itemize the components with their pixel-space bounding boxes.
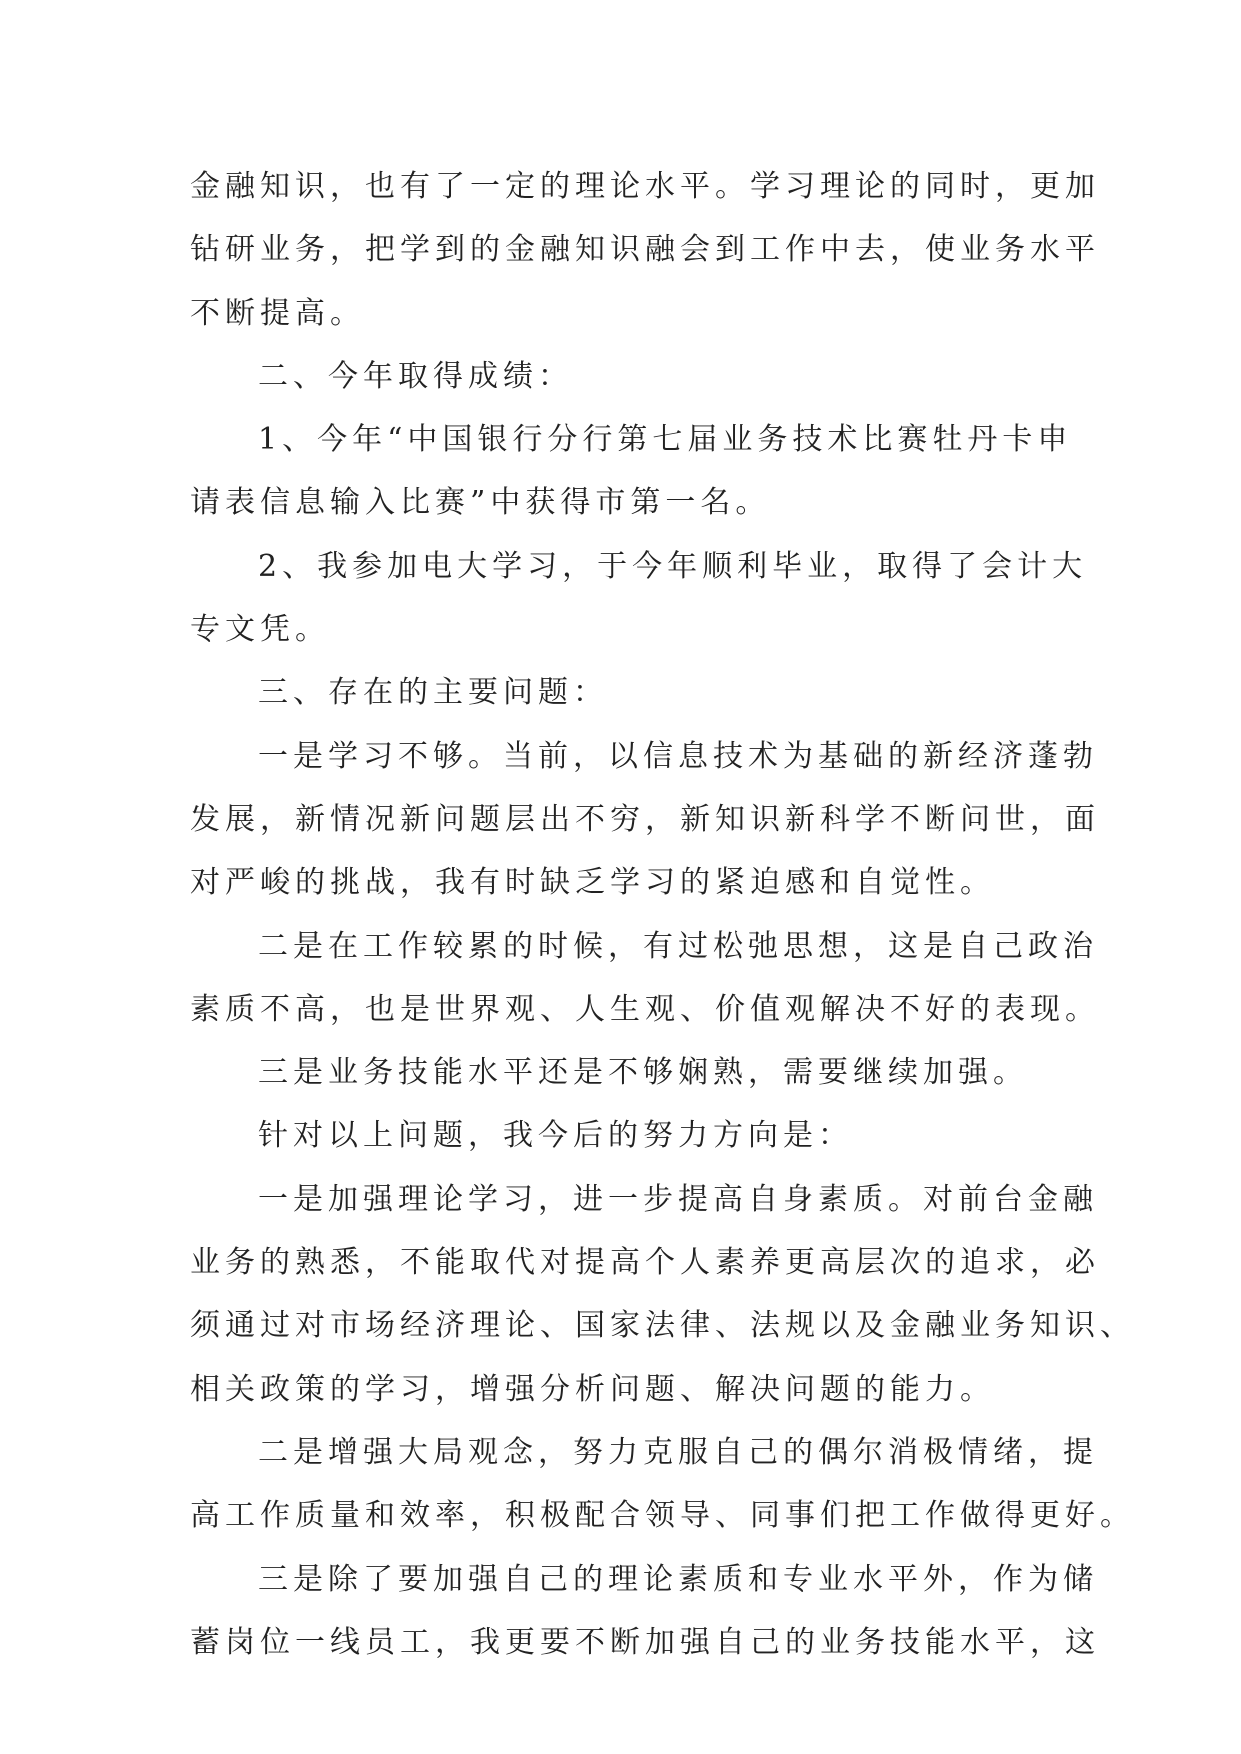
text-line: 素质不高，也是世界观、人生观、价值观解决不好的表现。	[190, 991, 1100, 1027]
text-line: 须通过对市场经济理论、国家法律、法规以及金融业务知识、	[190, 1308, 1135, 1344]
section-heading: 三、存在的主要问题：	[258, 675, 608, 711]
text-line: 针对以上问题，我今后的努力方向是：	[258, 1118, 853, 1154]
text-line: 蓄岗位一线员工，我更要不断加强自己的业务技能水平，这	[190, 1624, 1100, 1660]
document-body	[190, 155, 1135, 1674]
section-heading: 二、今年取得成绩：	[258, 358, 573, 394]
text-line: 二是增强大局观念，努力克服自己的偶尔消极情绪，提	[258, 1434, 1098, 1470]
text-line: 钻研业务，把学到的金融知识融会到工作中去，使业务水平	[190, 232, 1100, 268]
text-line: 请表信息输入比赛”中获得市第一名。	[190, 485, 771, 521]
text-line: 专文凭。	[190, 612, 330, 648]
text-line: 三是除了要加强自己的理论素质和专业水平外，作为储	[258, 1561, 1098, 1597]
text-line: 三是业务技能水平还是不够娴熟，需要继续加强。	[258, 1055, 1028, 1091]
text-line: 二是在工作较累的时候，有过松弛思想，这是自己政治	[258, 928, 1098, 964]
text-line: 业务的熟悉，不能取代对提高个人素养更高层次的追求，必	[190, 1245, 1100, 1281]
text-line: 一是学习不够。当前，以信息技术为基础的新经济蓬勃	[258, 738, 1098, 774]
text-line: 金融知识，也有了一定的理论水平。学习理论的同时，更加	[190, 169, 1100, 204]
text-line: 不断提高。	[190, 295, 365, 331]
text-line: 对严峻的挑战，我有时缺乏学习的紧迫感和自觉性。	[190, 865, 995, 901]
text-line: 1、今年“中国银行分行第七届业务技术比赛牡丹卡申	[258, 422, 1073, 458]
text-line: 高工作质量和效率，积极配合领导、同事们把工作做得更好。	[190, 1498, 1135, 1534]
text-line: 2、我参加电大学习，于今年顺利毕业，取得了会计大	[258, 548, 1088, 584]
text-line: 发展，新情况新问题层出不穷，新知识新科学不断问世，面	[190, 801, 1100, 837]
text-line: 一是加强理论学习，进一步提高自身素质。对前台金融	[258, 1181, 1098, 1217]
text-line: 相关政策的学习，增强分析问题、解决问题的能力。	[190, 1371, 995, 1407]
